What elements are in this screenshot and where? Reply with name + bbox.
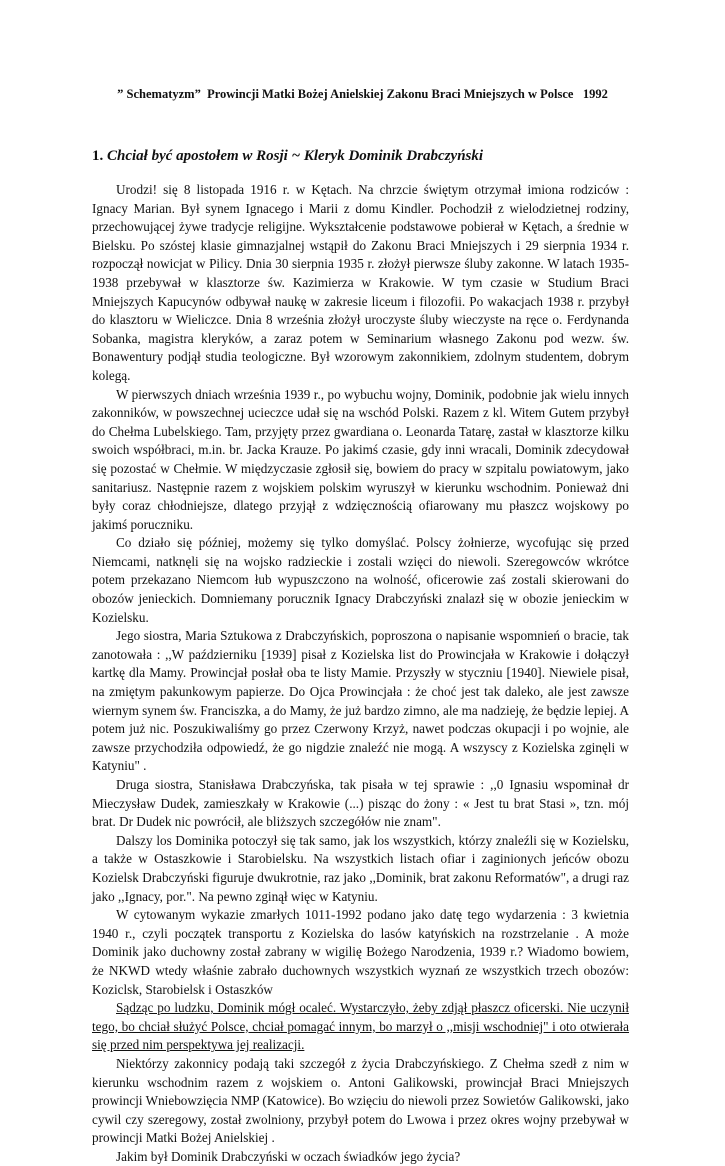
paragraph-3: Co działo się później, możemy się tylko domyślać. Polscy żołnierze, wycofując się przed Niemcami, natknęli się na wojsko radzieckie i zostali wzięci do niewoli. Szeregowców wkrótce potem przekazano Niemcom łub wypuszczono na wolność, oficerowie zaś zostali skierowani do obozów jenieckich. Domniemany porucznik Ignacy Drabczyński znalazł się w obozie jenieckim w Kozielsku. — [92, 535, 629, 625]
page-header: ” Schematyzm” Prowincji Matki Bożej Anielskiej Zakonu Braci Mniejszych w Polsce 1992 — [117, 87, 608, 101]
paragraph-9: Niektórzy zakonnicy podają taki szczegół z życia Drabczyńskiego. Z Chełma szedł z nim w kierunku wschodnim razem z wojskiem o. Antoni Galikowski, prowincjał Braci Mniejszych prowincji Wniebowzięcia NMP (Katowice). Bo wzięciu do niewoli przez Sowietów Galikowski, jako cywil czy szeregowy, został zwolniony, przybył potem do Lwowa i przez okres wojny przebywał w prowincji Matki Bożej Anielskiej . — [92, 1055, 629, 1146]
paragraph-7: W cytowanym wykazie zmarłych 1011-1992 podano jako datę tego wydarzenia : 3 kwietnia 1940 r., czyli początek transportu z Kozielska do lasów katyńskich na rozstrzelanie . A może Dominik jako duchowny został zabrany w wigilię Bożego Narodzenia, 1939 r.? Wiadomo bowiem, że NKWD wtedy właśnie zabrało duchownych wszystkich wyznań ze wszystkich trzech obozów: Koziclsk, Starobielsk i Ostaszków — [92, 907, 629, 997]
section-title: Chciał być apostołem w Rosji ~ Kleryk Dominik Drabczyński — [107, 148, 484, 164]
section-heading — [92, 146, 652, 166]
section-number: 1. — [92, 148, 104, 164]
paragraph-1: Urodzi! się 8 listopada 1916 r. w Kętach. Na chrzcie świętym otrzymał imiona rodziców : Ignacy Marian. Był synem Ignacego i Marii z domu Kindler. Pochodził z wielodzietnej rodziny, przechowującej żywe tradycje religijne. Wykształcenie podstawowe pobierał w Kętach, a średnie w Bielsku. Po szóstej klasie gimnazjalnej wstąpił do Zakonu Braci Mniejszych i 29 sierpnia 1934 r. rozpoczął nowicjat w Pilicy. Dnia 30 sierpnia 1935 r. złożył pierwsze śluby zakonne. W latach 1935-1938 przebywał w klasztorze św. Kazimierza w Krakowie. W tym czasie w Studium Braci Mniejszych Kapucynów odbywał naukę w zakresie liceum i filozofii. Po wakacjach 1938 r. przybył do klasztoru w Wieliczce. Dnia 8 września złożył uroczyste śluby wieczyste na ręce o. Ferdynanda Sobanka, magistra kleryków, a zaraz potem w Seminarium własnego Zakonu pod wezw. św. Bonawentury podjął studia teologiczne. Był wzorowym zakonnikiem, zdolnym studentem, dobrym kolegą. — [92, 182, 629, 383]
paragraph-8-underlined: Sądząc po ludzku, Dominik mógł ocaleć. Wystarczyło, żeby zdjął płaszcz oficerski. Nie uczynił tego, bo chciał służyć Polsce, chciał pomagać innym, bo marzył o ,,misji wschodniej" i oto otwierała się przed nim perspektywa jej realizacji. — [92, 1000, 629, 1053]
paragraph-4: Jego siostra, Maria Sztukowa z Drabczyńskich, poproszona o napisanie wspomnień o bracie, tak zanotowała : ,,W październiku [1939] pisał z Kozielska list do Prowincjała w Krakowie i dołączył kartkę dla Mamy. Prowincjał posłał oba te listy Mamie. Przyszły w styczniu [1940]. Niewiele pisał, na zmiętym pakunkowym papierze. Do Ojca Prowincjała : że choć jest tak daleko, ale jest zawsze wiernym synem św. Franciszka, a do Mamy, że już bardzo zimno, ale ma nadzieję, że będzie lepiej. A potem już nic. Poszukiwaliśmy go przez Czerwony Krzyż, nawet podczas okupacji i po wojnie, ale zawsze przychodziła odpowiedź, że go nigdzie znaleźć nie mogą. A wszyscy z Kozielska zginęli w Katyniu" . — [92, 628, 629, 774]
document-body — [92, 181, 629, 1166]
paragraph-2: W pierwszych dniach września 1939 r., po wybuchu wojny, Dominik, podobnie jak wielu innych zakonników, w powszechnej ucieczce udał się na wschód Polski. Razem z kl. Witem Gutem przybył do Chełma Lubelskiego. Tam, przyjęty przez gwardiana o. Leonarda Tatarę, zastał w klasztorze kilku swoich współbraci, m.in. br. Jacka Krauze. Po jakimś czasie, gdy inni wracali, Dominik zdecydował się pozostać w Chełmie. W międzyczasie zgłosił się, bowiem do pracy w szpitalu powiatowym, jako sanitariusz. Następnie razem z wojskiem polskim wyruszył w kierunku wschodnim. Ponieważ dni były coraz chłodniejsze, dlatego przyjął z wdzięcznością ofiarowany mu płaszcz wojskowy po jakimś poruczniku. — [92, 386, 629, 532]
paragraph-5: Druga siostra, Stanisława Drabczyńska, tak pisała w tej sprawie : ,,0 Ignasiu wspominał dr Mieczysław Dudek, zamieszkały w Krakowie (...) pisząc do żony : « Jest tu brat Stasi », tzn. mój brat. Dr Dudek nic powrócił, ale bliższych szczegółów nie znam". — [92, 777, 629, 830]
paragraph-6: Dalszy los Dominika potoczył się tak samo, jak los wszystkich, którzy znaleźli się w Kozielsku, a także w Ostaszkowie i Starobielsku. Na wszystkich listach ofiar i zaginionych jeńców obozu Kozielsk Drabczyński figuruje dwukrotnie, raz jako ,,Dominik, brat zakonu Reformatów", a drugi raz jako ,,Ignacy, por.". Na pewno zginął więc w Katyniu. — [92, 832, 629, 904]
paragraph-10: Jakim był Dominik Drabczyński w oczach świadków jego życia? — [116, 1148, 461, 1164]
